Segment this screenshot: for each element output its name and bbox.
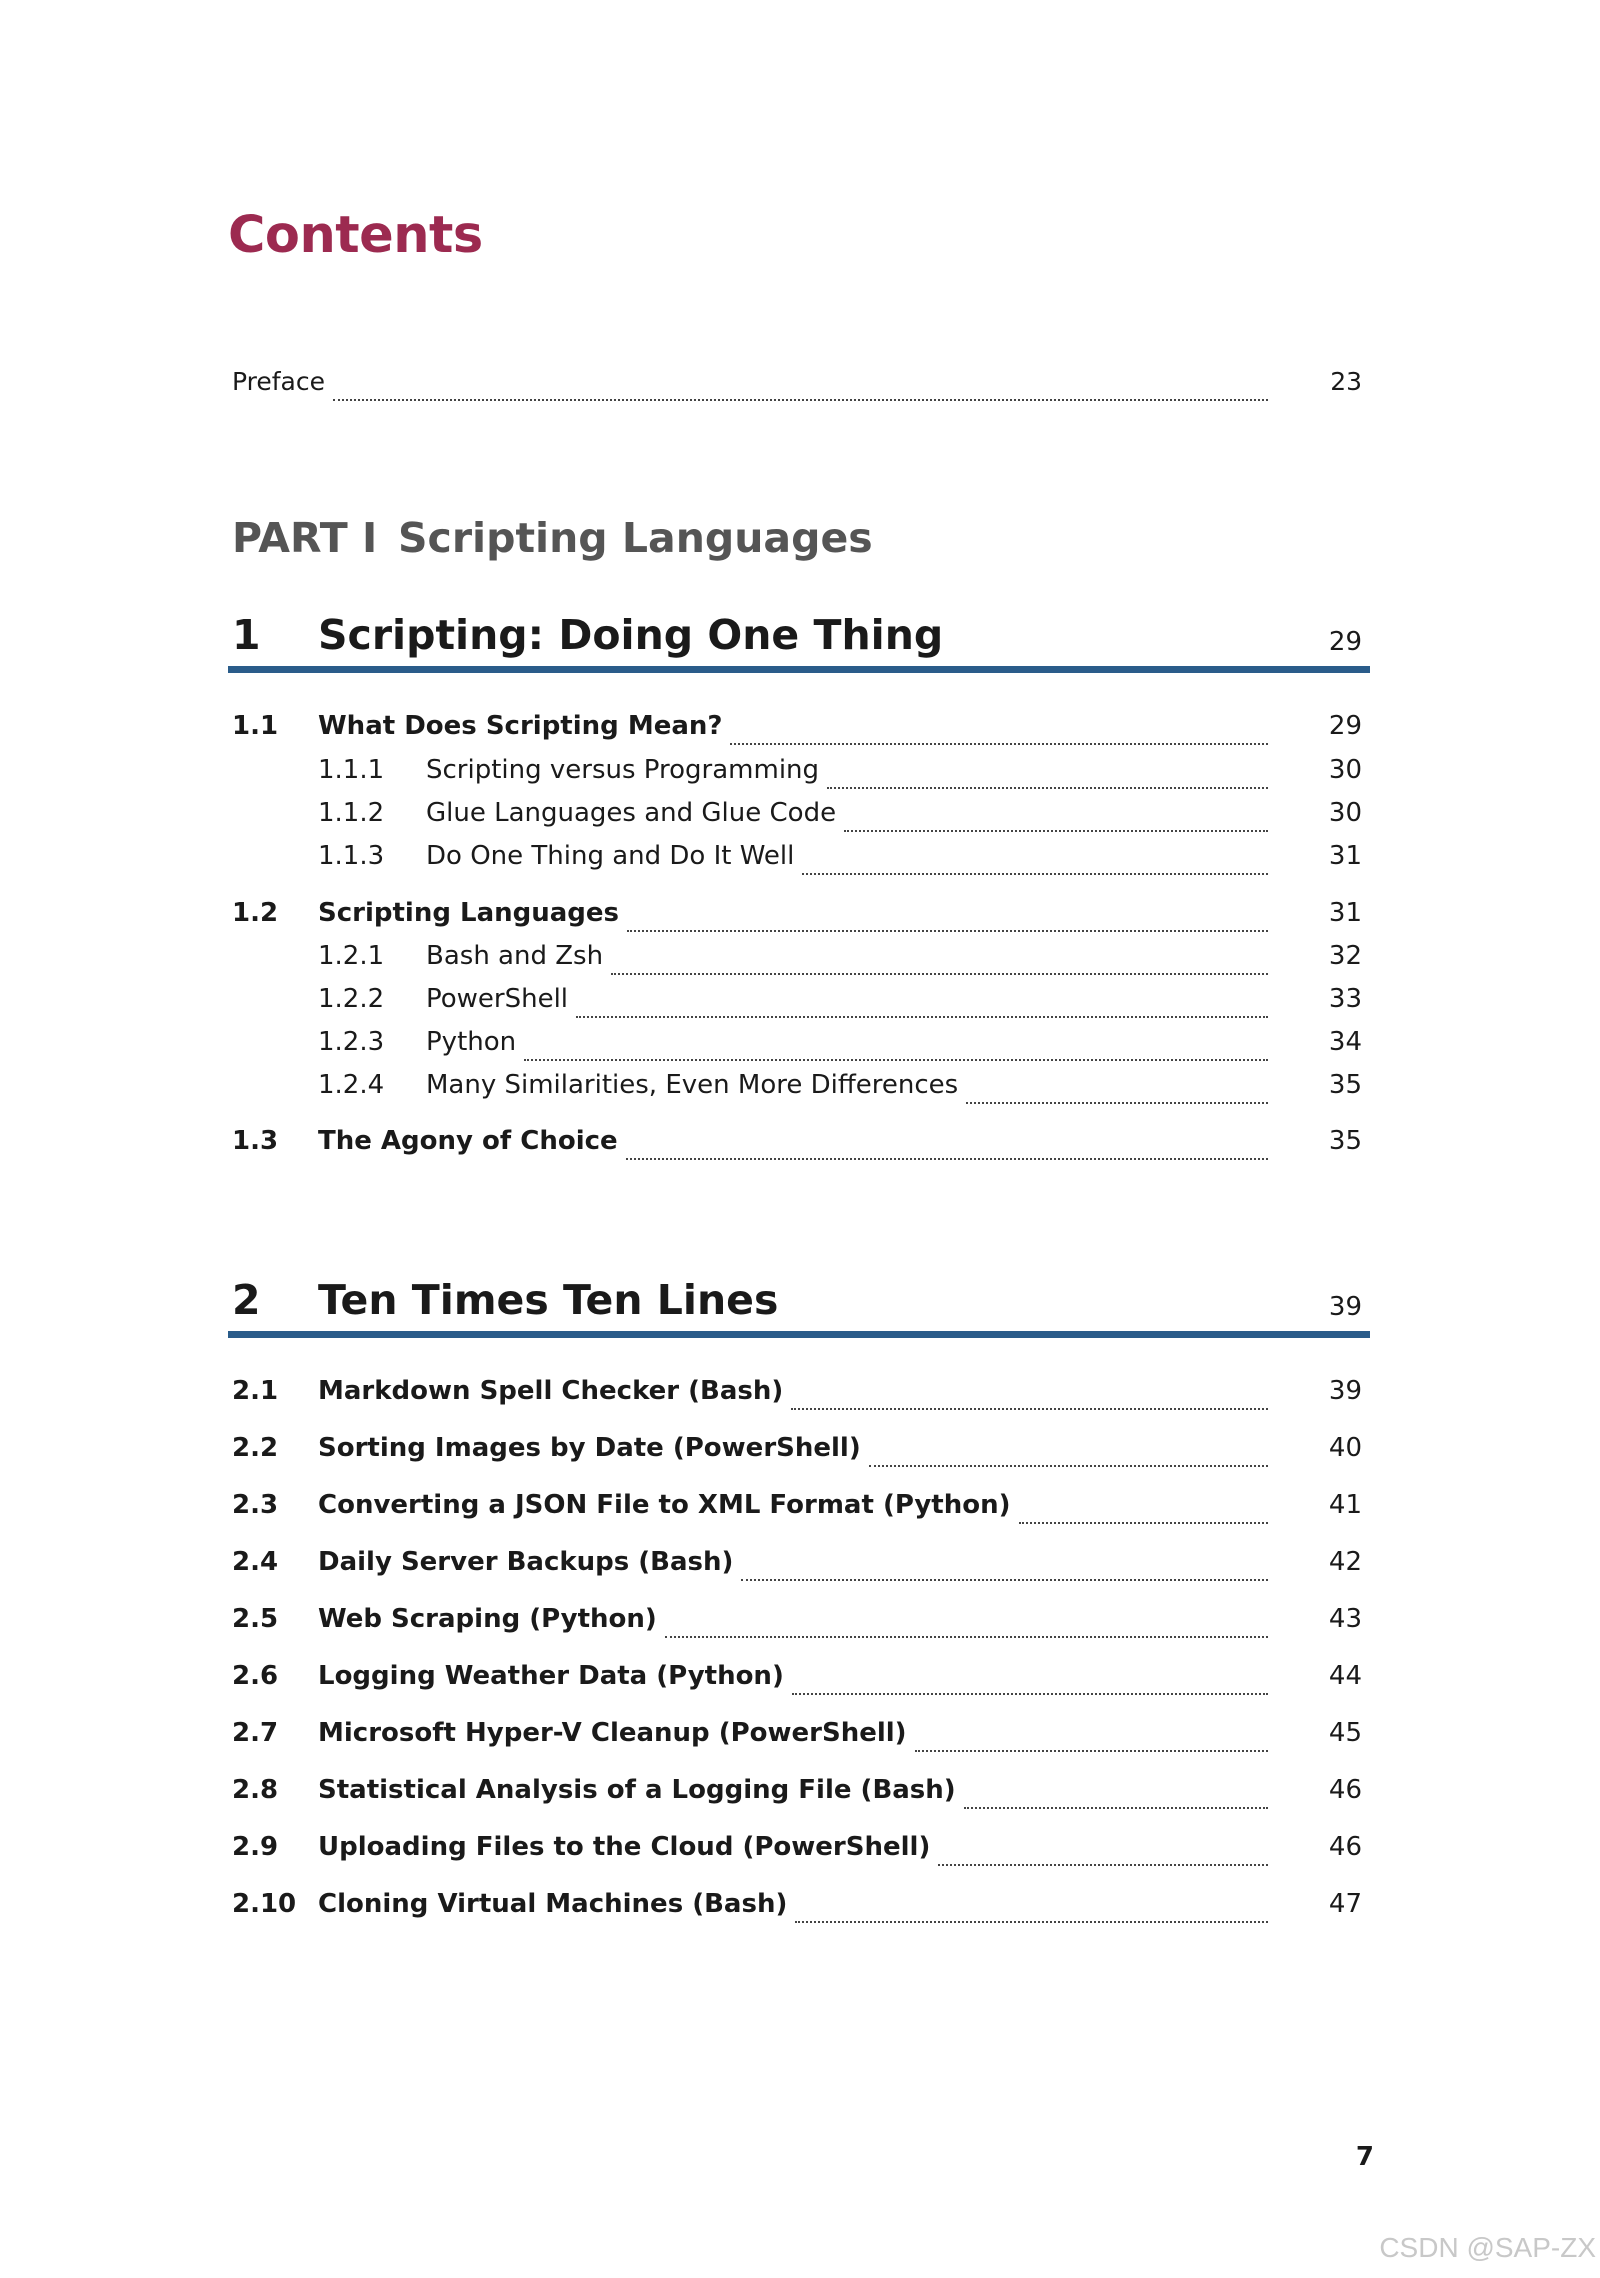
chapter-page: 29 — [1328, 627, 1362, 657]
section-title: What Does Scripting Mean? — [318, 711, 723, 741]
dot-leader — [665, 1636, 1268, 1638]
dot-leader — [938, 1864, 1268, 1866]
section-number: 2.5 — [232, 1604, 279, 1634]
toc-entry-label: Preface — [232, 367, 325, 396]
section-number: 1.1 — [232, 711, 279, 741]
subsection-title: Bash and Zsh — [426, 941, 604, 971]
subsection-title: PowerShell — [426, 984, 569, 1014]
watermark: CSDN @SAP-ZX — [1379, 2232, 1596, 2263]
section-page: 44 — [1328, 1661, 1362, 1691]
section-page: 41 — [1328, 1490, 1362, 1520]
dot-leader — [576, 1016, 1268, 1018]
dot-leader — [791, 1408, 1268, 1410]
toc-entry-1-1-3[interactable] — [232, 841, 1362, 881]
dot-leader — [333, 399, 1268, 401]
section-number: 2.6 — [232, 1661, 279, 1691]
subsection-number: 1.1.3 — [318, 841, 385, 871]
section-title: Logging Weather Data (Python) — [318, 1661, 784, 1691]
section-number: 2.10 — [232, 1889, 297, 1919]
toc-entry-1-2-1[interactable] — [232, 941, 1362, 981]
section-page: 42 — [1328, 1547, 1362, 1577]
toc-entry-1-1-1[interactable] — [232, 755, 1362, 795]
dot-leader — [611, 973, 1268, 975]
dot-leader — [730, 743, 1268, 745]
section-title: Markdown Spell Checker (Bash) — [318, 1376, 784, 1406]
subsection-title: Glue Languages and Glue Code — [426, 798, 837, 828]
toc-entry-2-3[interactable] — [232, 1490, 1362, 1530]
section-page: 43 — [1328, 1604, 1362, 1634]
dot-leader — [964, 1807, 1268, 1809]
toc-entry-page: 23 — [1330, 367, 1362, 396]
subsection-number: 1.2.3 — [318, 1027, 385, 1057]
section-page: 40 — [1328, 1433, 1362, 1463]
subsection-title: Python — [426, 1027, 517, 1057]
section-page: 39 — [1328, 1376, 1362, 1406]
part-heading — [232, 514, 873, 562]
dot-leader — [792, 1693, 1268, 1695]
dot-leader — [869, 1465, 1268, 1467]
page-title: Contents — [228, 206, 483, 265]
dot-leader — [1019, 1522, 1268, 1524]
section-page: 31 — [1328, 898, 1362, 928]
subsection-page: 32 — [1328, 941, 1362, 971]
dot-leader — [524, 1059, 1268, 1061]
subsection-number: 1.2.1 — [318, 941, 385, 971]
toc-entry-2-2[interactable] — [232, 1433, 1362, 1473]
dot-leader — [966, 1102, 1268, 1104]
toc-entry-1-2-4[interactable] — [232, 1070, 1362, 1110]
toc-entry-2-4[interactable] — [232, 1547, 1362, 1587]
dot-leader — [741, 1579, 1268, 1581]
page-number: 7 — [1355, 2142, 1374, 2172]
toc-entry-2-5[interactable] — [232, 1604, 1362, 1644]
toc-entry-1-1[interactable] — [232, 711, 1362, 751]
section-number: 1.2 — [232, 898, 279, 928]
dot-leader — [802, 873, 1268, 875]
dot-leader — [844, 830, 1268, 832]
section-title: Statistical Analysis of a Logging File (Bash) — [318, 1775, 956, 1805]
subsection-page: 35 — [1328, 1070, 1362, 1100]
section-title: Web Scraping (Python) — [318, 1604, 657, 1634]
section-title: The Agony of Choice — [318, 1126, 618, 1156]
subsection-number: 1.1.1 — [318, 755, 385, 785]
chapter-title: Scripting: Doing One Thing — [318, 611, 944, 659]
chapter-number: 2 — [232, 1276, 261, 1324]
section-title: Microsoft Hyper-V Cleanup (PowerShell) — [318, 1718, 907, 1748]
toc-entry-2-6[interactable] — [232, 1661, 1362, 1701]
part-number: PART I — [232, 514, 378, 562]
subsection-title: Many Similarities, Even More Differences — [426, 1070, 959, 1100]
section-page: 46 — [1328, 1775, 1362, 1805]
chapter-page: 39 — [1328, 1292, 1362, 1322]
toc-entry-1-2-3[interactable] — [232, 1027, 1362, 1067]
toc-entry-2-10[interactable] — [232, 1889, 1362, 1929]
chapter-title: Ten Times Ten Lines — [318, 1276, 779, 1324]
subsection-number: 1.2.2 — [318, 984, 385, 1014]
toc-entry-2-7[interactable] — [232, 1718, 1362, 1758]
section-number: 2.1 — [232, 1376, 279, 1406]
section-title: Cloning Virtual Machines (Bash) — [318, 1889, 788, 1919]
section-title: Converting a JSON File to XML Format (Python) — [318, 1490, 1011, 1520]
section-number: 1.3 — [232, 1126, 279, 1156]
dot-leader — [626, 1158, 1268, 1160]
subsection-page: 30 — [1328, 755, 1362, 785]
section-title: Scripting Languages — [318, 898, 620, 928]
section-page: 29 — [1328, 711, 1362, 741]
part-title: Scripting Languages — [398, 514, 873, 562]
subsection-title: Do One Thing and Do It Well — [426, 841, 795, 871]
subsection-page: 34 — [1328, 1027, 1362, 1057]
section-title: Uploading Files to the Cloud (PowerShell) — [318, 1832, 931, 1862]
toc-entry-2-9[interactable] — [232, 1832, 1362, 1872]
chapter-rule — [228, 666, 1370, 673]
toc-entry-preface[interactable] — [232, 367, 1362, 407]
section-title: Sorting Images by Date (PowerShell) — [318, 1433, 861, 1463]
chapter-number: 1 — [232, 611, 261, 659]
section-number: 2.7 — [232, 1718, 279, 1748]
section-number: 2.8 — [232, 1775, 279, 1805]
section-number: 2.9 — [232, 1832, 279, 1862]
subsection-page: 33 — [1328, 984, 1362, 1014]
dot-leader — [827, 787, 1268, 789]
subsection-page: 30 — [1328, 798, 1362, 828]
subsection-number: 1.1.2 — [318, 798, 385, 828]
toc-entry-2-1[interactable] — [232, 1376, 1362, 1416]
subsection-title: Scripting versus Programming — [426, 755, 820, 785]
section-title: Daily Server Backups (Bash) — [318, 1547, 734, 1577]
chapter-heading-1[interactable] — [228, 613, 1370, 673]
section-number: 2.2 — [232, 1433, 279, 1463]
toc-entry-1-2-2[interactable] — [232, 984, 1362, 1024]
toc-entry-1-3[interactable] — [232, 1126, 1362, 1166]
section-page: 46 — [1328, 1832, 1362, 1862]
subsection-number: 1.2.4 — [318, 1070, 385, 1100]
toc-entry-1-2[interactable] — [232, 898, 1362, 938]
dot-leader — [915, 1750, 1268, 1752]
section-page: 35 — [1328, 1126, 1362, 1156]
chapter-rule — [228, 1331, 1370, 1338]
dot-leader — [795, 1921, 1268, 1923]
section-number: 2.3 — [232, 1490, 279, 1520]
chapter-heading-2[interactable] — [228, 1278, 1370, 1338]
subsection-page: 31 — [1328, 841, 1362, 871]
dot-leader — [627, 930, 1268, 932]
toc-entry-2-8[interactable] — [232, 1775, 1362, 1815]
section-page: 45 — [1328, 1718, 1362, 1748]
section-number: 2.4 — [232, 1547, 279, 1577]
section-page: 47 — [1328, 1889, 1362, 1919]
toc-entry-1-1-2[interactable] — [232, 798, 1362, 838]
